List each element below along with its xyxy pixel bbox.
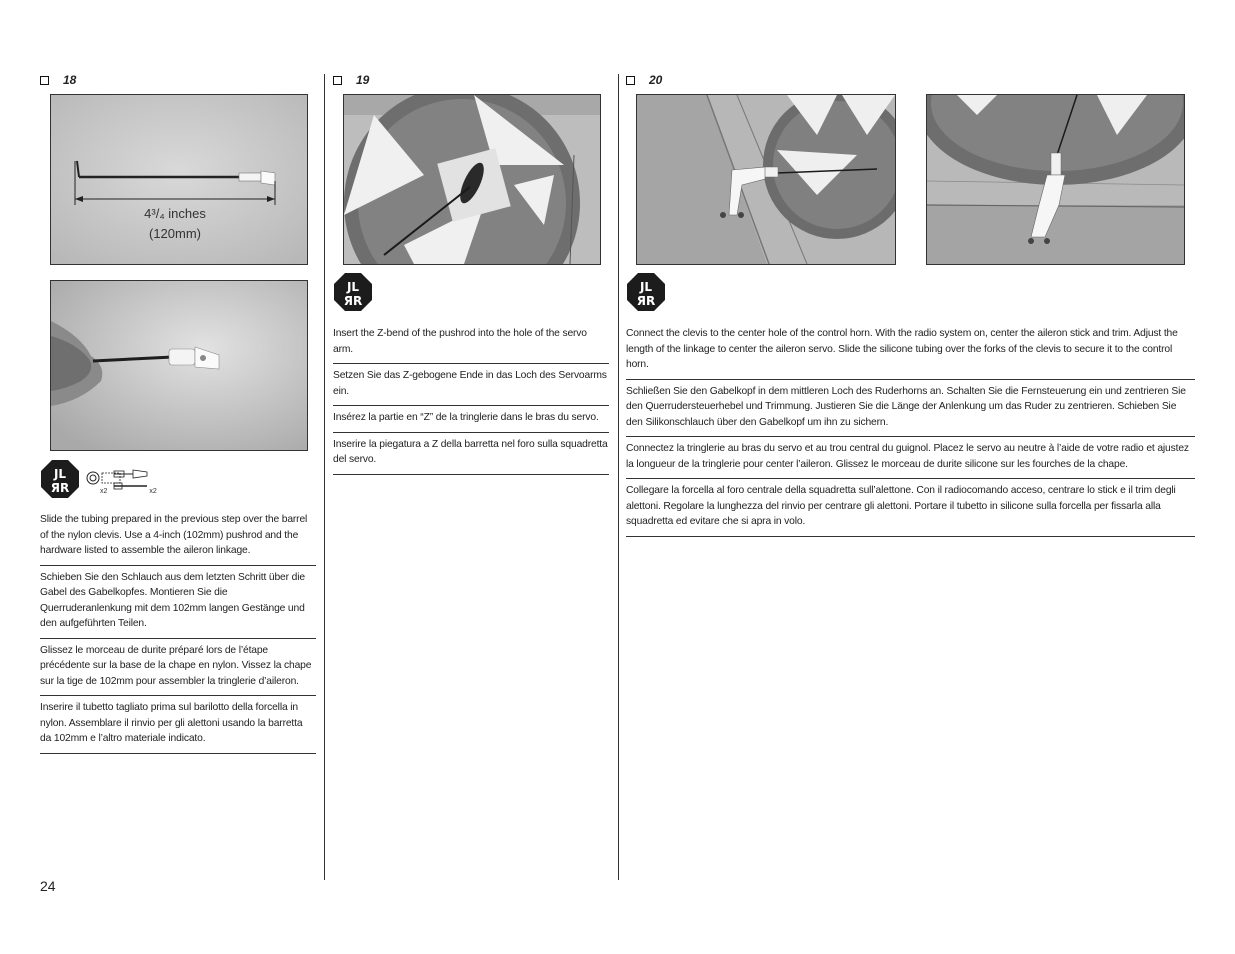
svg-text:ЯR: ЯR	[636, 294, 656, 308]
jr-logo-icon	[333, 272, 373, 312]
step-19	[333, 70, 609, 90]
column-divider-2	[618, 74, 619, 880]
step-18-header	[40, 70, 316, 90]
step-20-text	[626, 326, 1195, 537]
column-divider-1	[324, 74, 325, 880]
measure-label-inches: 4³/₄ inches	[144, 206, 206, 221]
step-20-text-fr: Connectez la tringlerie au bras du servo et au trou central du guignol. Placez le servo au neutre à l’aide de votre radio et ajustez la longueur de la tringlerie pour center l’aileron. Glissez le morceau de durite silicone sur les fourches de la chape.	[626, 437, 1195, 479]
measure-label-mm: (120mm)	[148, 226, 202, 241]
svg-text:JL: JL	[53, 467, 67, 481]
step-18-text-it: Inserire il tubetto tagliato prima sul barilotto della forcella in nylon. Assemblare il rinvio per gli alettoni usando la barretta da 102mm e l’altro materiale indicato.	[40, 696, 316, 754]
svg-text:JL: JL	[639, 280, 653, 294]
control-horn-image-2	[927, 95, 1184, 264]
step-18-photo-clevis-hand	[50, 280, 308, 451]
step-20-text-de: Schließen Sie den Gabelkopf in dem mittleren Loch des Ruderhorns an. Schalten Sie die Fernsteuerung ein und zentrieren Sie den Querrudersteuerhebel und Trimmung. Justieren Sie die Länge der Anlenkung um das Ruder zu zentrieren. Schieben Sie den Silikonschlauch über den Gabelkopf um ihn zu sichern.	[626, 380, 1195, 438]
step-20-photo-control-horn-2	[926, 94, 1185, 265]
clevis-hand-image	[51, 281, 307, 450]
step-20-photo-control-horn-1	[636, 94, 896, 265]
step-19-text-de: Setzen Sie das Z-gebogene Ende in das Loch des Servoarms ein.	[333, 364, 609, 406]
step-18	[40, 70, 316, 90]
checkbox-icon[interactable]	[40, 76, 49, 85]
step-19-tools-row	[333, 272, 373, 312]
step-18-photo-pushrod-measure	[50, 94, 308, 265]
jr-logo-icon	[40, 459, 80, 499]
step-20	[626, 70, 1195, 90]
checkbox-icon[interactable]	[626, 76, 635, 85]
hardware-qty-1: x2	[100, 487, 108, 495]
step-20-tools-row	[626, 272, 666, 312]
svg-text:ЯR: ЯR	[50, 481, 70, 495]
step-19-text-it: Inserire la piegatura a Z della barretta nel foro sulla squadretta del servo.	[333, 433, 609, 475]
step-20-header	[626, 70, 1195, 90]
svg-text:JL: JL	[346, 280, 360, 294]
step-19-text-en: Insert the Z-bend of the pushrod into the hole of the servo arm.	[333, 326, 609, 364]
step-20-text-it: Collegare la forcella al foro centrale della squadretta sull’alettone. Con il radiocomando acceso, centrare lo stick e il trim degli alettoni. Regolare la lunghezza del rinvio per centrare gli alettoni. Portare il tubetto in silicone sulla forcella per fissarla alla squadretta ed evitare che si apra in volo.	[626, 479, 1195, 537]
step-18-text	[40, 512, 316, 754]
step-19-text-fr: Insérez la partie en “Z” de la tringlerie dans le bras du servo.	[333, 406, 609, 433]
step-18-text-de: Schieben Sie den Schlauch aus dem letzten Schritt über die Gabel des Gabelkopfes. Montieren Sie die Querruderanlenkung mit dem 102mm langen Gestänge und den aufgeführten Teilen.	[40, 566, 316, 639]
step-19-photo-servo-arm	[343, 94, 601, 265]
control-horn-image-1	[637, 95, 895, 264]
servo-arm-image	[344, 95, 600, 264]
svg-text:ЯR: ЯR	[343, 294, 363, 308]
page-number: 24	[40, 878, 56, 894]
step-18-text-fr: Glissez le morceau de durite préparé lors de l’étape précédente sur la base de la chape en nylon. Vissez la chape sur la tige de 102mm pour assembler la tringlerie d’aileron.	[40, 639, 316, 697]
step-18-tools-row	[40, 459, 157, 499]
jr-logo-icon	[626, 272, 666, 312]
checkbox-icon[interactable]	[333, 76, 342, 85]
step-number: 20	[649, 73, 663, 87]
step-18-text-en: Slide the tubing prepared in the previous step over the barrel of the nylon clevis. Use a 4-inch (102mm) pushrod and the hardware listed to assemble the aileron linkage.	[40, 512, 316, 566]
step-number: 18	[63, 73, 77, 87]
pushrod-measure-image	[51, 95, 307, 264]
step-19-text	[333, 326, 609, 475]
clevis-pushrod-hardware-icon	[113, 466, 151, 492]
step-number: 19	[356, 73, 370, 87]
step-20-text-en: Connect the clevis to the center hole of the control horn. With the radio system on, center the aileron stick and trim. Adjust the length of the linkage to center the aileron servo. Slide the silicone tubing over the forks of the clevis to secure it to the control horn.	[626, 326, 1195, 380]
hardware-qty-2: x2	[149, 487, 157, 495]
step-19-header	[333, 70, 609, 90]
